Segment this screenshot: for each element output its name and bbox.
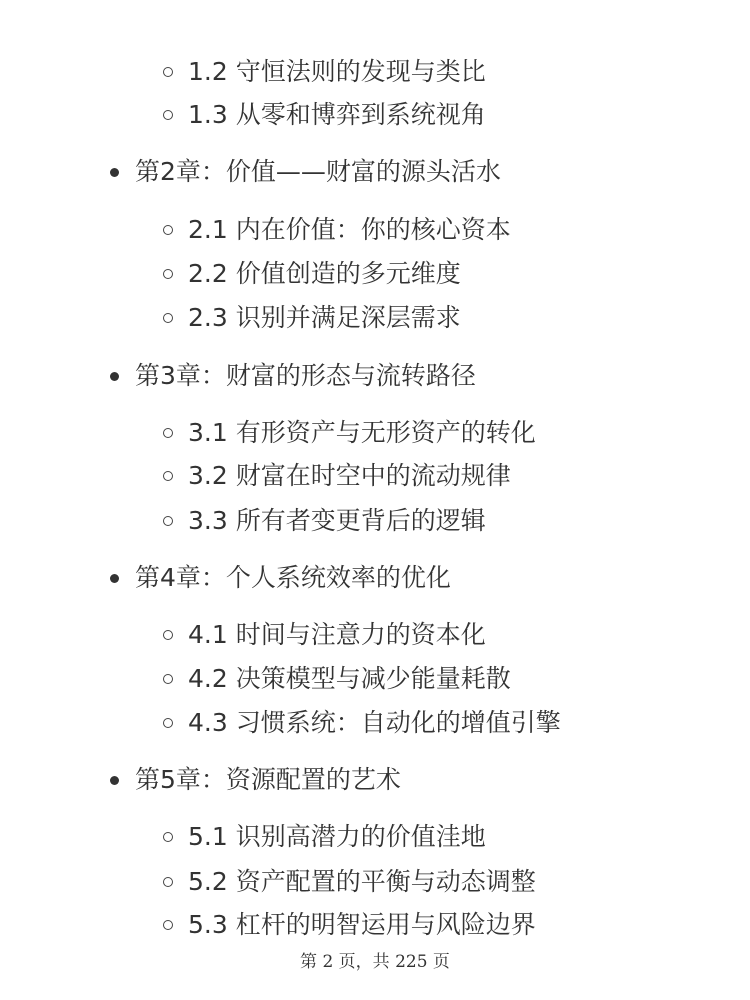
filled-bullet-icon xyxy=(110,372,119,381)
hollow-bullet-icon xyxy=(163,428,173,438)
page-indicator: 第 2 页，共 225 页 xyxy=(300,952,450,972)
toc-section-2-1: 2.1 内在价值：你的核心资本 xyxy=(188,215,511,244)
hollow-bullet-icon xyxy=(163,630,173,640)
toc-section-5-2: 5.2 资产配置的平衡与动态调整 xyxy=(188,867,536,896)
hollow-bullet-icon xyxy=(163,516,173,526)
toc-chapter-2: 第2章：价值——财富的源头活水 xyxy=(135,157,501,186)
toc-section-1-3: 1.3 从零和博弈到系统视角 xyxy=(188,100,486,129)
hollow-bullet-icon xyxy=(163,674,173,684)
toc-section-4-1: 4.1 时间与注意力的资本化 xyxy=(188,620,486,649)
toc-section-3-2: 3.2 财富在时空中的流动规律 xyxy=(188,461,511,490)
hollow-bullet-icon xyxy=(163,920,173,930)
hollow-bullet-icon xyxy=(163,269,173,279)
toc-section-5-3: 5.3 杠杆的明智运用与风险边界 xyxy=(188,910,536,939)
hollow-bullet-icon xyxy=(163,67,173,77)
toc-section-2-3: 2.3 识别并满足深层需求 xyxy=(188,303,461,332)
filled-bullet-icon xyxy=(110,574,119,583)
toc-section-2-2: 2.2 价值创造的多元维度 xyxy=(188,259,461,288)
hollow-bullet-icon xyxy=(163,471,173,481)
toc-chapter-4: 第4章：个人系统效率的优化 xyxy=(135,563,451,592)
hollow-bullet-icon xyxy=(163,718,173,728)
toc-section-3-1: 3.1 有形资产与无形资产的转化 xyxy=(188,418,536,447)
hollow-bullet-icon xyxy=(163,225,173,235)
toc-section-1-2: 1.2 守恒法则的发现与类比 xyxy=(188,57,486,86)
filled-bullet-icon xyxy=(110,168,119,177)
hollow-bullet-icon xyxy=(163,832,173,842)
toc-section-4-3: 4.3 习惯系统：自动化的增值引擎 xyxy=(188,708,561,737)
toc-chapter-3: 第3章：财富的形态与流转路径 xyxy=(135,361,476,390)
toc-chapter-5: 第5章：资源配置的艺术 xyxy=(135,765,401,794)
hollow-bullet-icon xyxy=(163,110,173,120)
toc-section-5-1: 5.1 识别高潜力的价值洼地 xyxy=(188,822,486,851)
hollow-bullet-icon xyxy=(163,313,173,323)
filled-bullet-icon xyxy=(110,776,119,785)
hollow-bullet-icon xyxy=(163,877,173,887)
toc-section-4-2: 4.2 决策模型与减少能量耗散 xyxy=(188,664,511,693)
toc-section-3-3: 3.3 所有者变更背后的逻辑 xyxy=(188,506,486,535)
